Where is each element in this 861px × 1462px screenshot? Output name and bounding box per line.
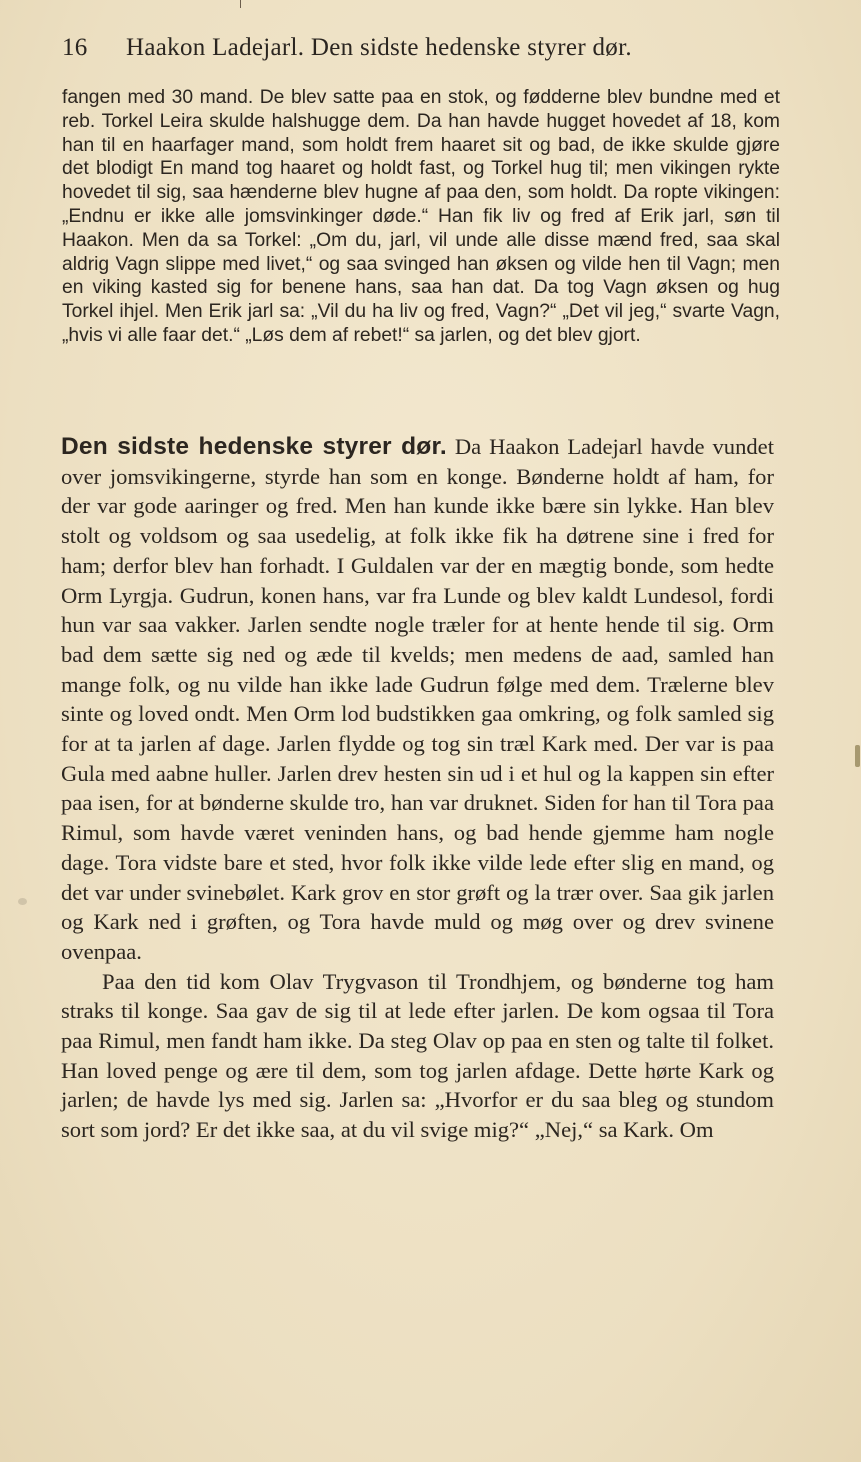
page-number: 16 [62,34,88,61]
paper-stain [18,898,27,905]
paragraph-1-text: Da Haakon Ladejarl havde vundet over jomsvikingerne, styrde han som en konge. Bønderne holdt af ham, for der var gode aaringer og fred. Men han kunde ikke bære sin lykke. Han blev stolt og voldsom og saa usedelig, at folk ikke fik ha døtrene sine i fred for ham; derfor blev han forhadt. I Guldalen var der en mægtig bonde, som hedte Orm Lyrgja. Gudrun, konen hans, var fra Lunde og blev kaldt Lundesol, fordi hun var saa vakker. Jarlen sendte nogle træler for at hente hende til sig. Orm bad dem sætte sig ned og æde til kvelds; men medens de aad, samled han mange folk, og nu vilde han ikke lade Gudrun følge med dem. Trælerne blev sinte og loved ondt. Men Orm lod budstikken gaa omkring, og folk samled sig for at ta jarlen af dage. Jarlen flydde og tog sin træl Kark med. Der var is paa Gula med aabne huller. Jarlen drev hesten sin ud i et hul og la kappen sin efter paa isen, for at bønderne skulde tro, han var druknet. Siden for han til Tora paa Rimul, som havde været veninden hans, og bad hende gjemme ham nogle dage. Tora vidste bare et sted, hvor folk ikke vilde lede efter slig en mand, og det var under svinebølet. Kark grov en stor grøft og la trær over. Saa gik jarlen og Kark ned i grøften, og Tora havde muld og møg over og drev svinene ovenpaa. [61,434,774,964]
page-edge-mark [855,745,860,767]
print-mark [240,0,241,8]
section-paragraph-1 [61,432,774,967]
section-heading: Den sidste hedenske styrer dør. [61,433,447,460]
main-text-body [61,432,774,1145]
running-title: Haakon Ladejarl. Den sidste hedenske styrer dør. [126,34,632,61]
small-print-paragraph: fangen med 30 mand. De blev satte paa en stok, og fødderne blev bundne med et reb. Torkel Leira skulde halshugge dem. Da han havde hugget hovedet af 18, kom han til en haarfager mand, som holdt frem haaret sit og bad, de ikke skulde gjøre det blodigt En mand tog haaret og holdt fast, og Torkel hug til; men vikingen rykte hovedet til sig, saa hænderne blev hugne af paa den, som holdt. Da ropte vikingen: „Endnu er ikke alle jomsvinkinger døde.“ Han fik liv og fred af Erik jarl, søn til Haakon. Men da sa Torkel: „Om du, jarl, vil unde alle disse mænd fred, saa skal aldrig Vagn slippe med livet,“ og saa svinged han øksen og vilde hen til Vagn; men en viking kasted sig for benene hans, saa han dat. Da tog Vagn øksen og hug Torkel ihjel. Men Erik jarl sa: „Vil du ha liv og fred, Vagn?“ „Det vil jeg,“ svarte Vagn, „hvis vi alle faar det.“ „Løs dem af rebet!“ sa jarlen, og det blev gjort. [62,87,780,346]
section-paragraph-2: Paa den tid kom Olav Trygvason til Trondhjem, og bønderne tog ham straks til konge. Saa gav de sig til at lede efter jarlen. De kom ogsaa til Tora paa Rimul, men fandt ham ikke. Da steg Olav op paa en sten og talte til folket. Han loved penge og ære til dem, som tog jarlen afdage. Dette hørte Kark og jarlen; de havde lys med sig. Jarlen sa: „Hvorfor er du saa bleg og stundom sort som jord? Er det ikke saa, at du vil svige mig?“ „Nej,“ sa Kark. Om [61,968,774,1143]
running-header [62,34,782,62]
